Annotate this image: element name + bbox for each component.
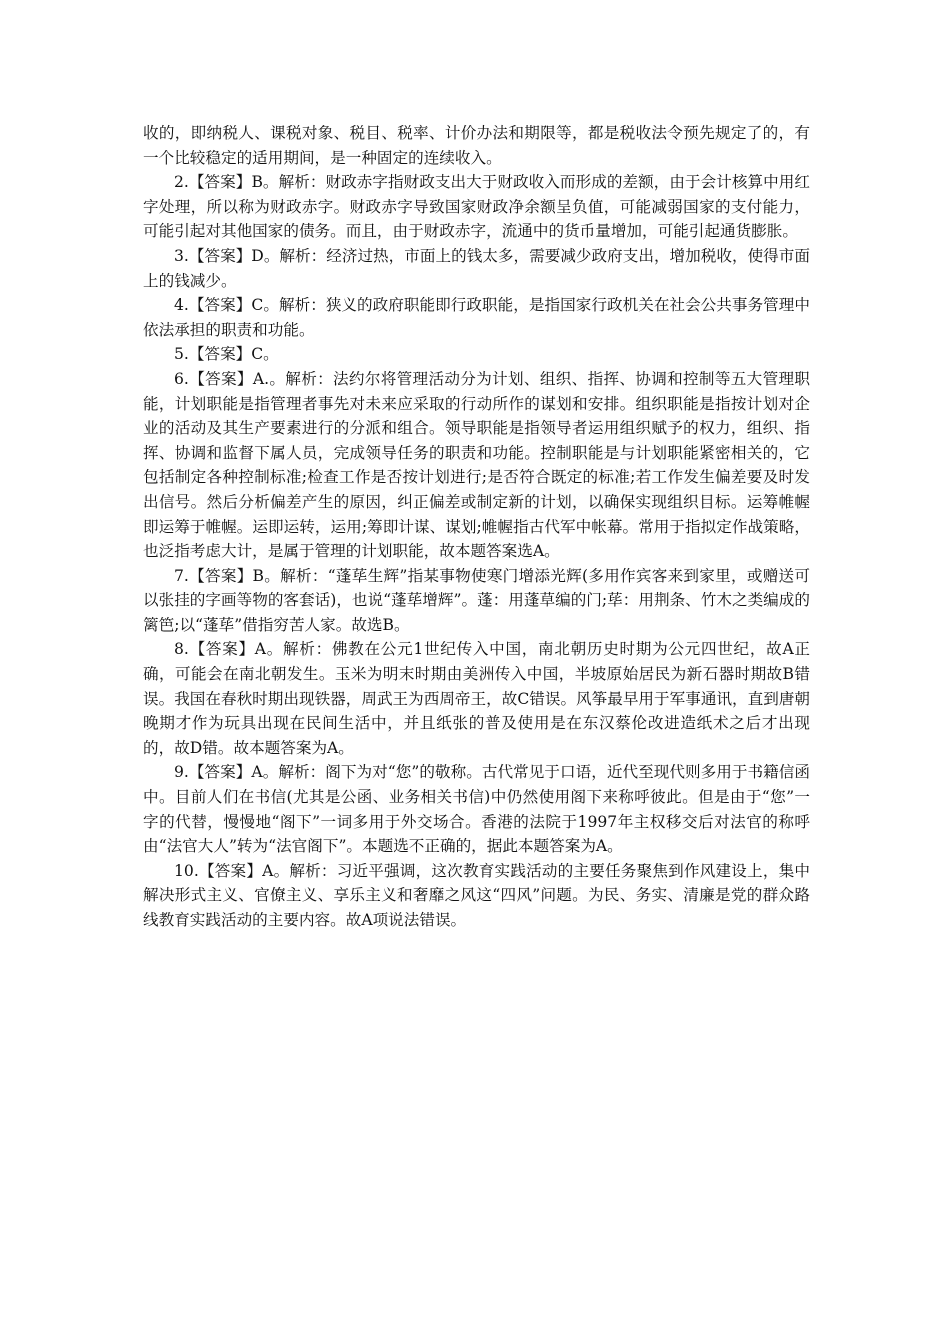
answer-7: 7.【答案】B。解析：“蓬荜生辉”指某事物使寒门增添光辉(多用作宾客来到家里，或赠送可以张挂的字画等物的客套话)，也说“蓬荜增辉”。蓬：用蓬草编的门;荜：用荆条、竹木之类编成的篱笆;以“蓬荜”借指穷苦人家。故选B。 [143, 566, 810, 634]
answer-6: 6.【答案】A.。解析：法约尔将管理活动分为计划、组织、指挥、协调和控制等五大管理职能，计划职能是指管理者事先对未来应采取的行动所作的谋划和安排。组织职能是指按计划对企业的活动及其生产要素进行的分派和组合。领导职能是指领导者运用组织赋予的权力，组织、指挥、协调和监督下属人员，完成领导任务的职责和功能。控制职能是与计划职能紧密相关的，它包括制定各种控制标准;检查工作是否按计划进行;是否符合既定的标准;若工作发生偏差要及时发出信号。然后分析偏差产生的原因，纠正偏差或制定新的计划，以确保实现组织目标。运筹帷幄即运筹于帷幄。运即运转，运用;筹即计谋、谋划;帷幄指古代军中帐幕。常用于指拟定作战策略，也泛指考虑大计，是属于管理的计划职能，故本题答案选A。 [143, 369, 810, 561]
answer-5: 5.【答案】C。 [174, 345, 279, 364]
answer-10: 10.【答案】A。解析：习近平强调，这次教育实践活动的主要任务聚焦到作风建设上，集中解决形式主义、官僚主义、享乐主义和奢靡之风这“四风”问题。为民、务实、清廉是党的群众路线教育实践活动的主要内容。故A项说法错误。 [143, 861, 810, 929]
paragraph-continued: 收的，即纳税人、课税对象、税目、税率、计价办法和期限等，都是税收法令预先规定了的，有一个比较稳定的适用期间，是一种固定的连续收入。 [143, 124, 810, 167]
answer-9: 9.【答案】A。解析：阁下为对“您”的敬称。古代常见于口语，近代至现代则多用于书籍信函中。目前人们在书信(尤其是公函、业务相关书信)中仍然使用阁下来称呼彼此。但是由于“您”一字的代替，慢慢地“阁下”一词多用于外交场合。香港的法院于1997年主权移交后对法官的称呼由“法官大人”转为“法官阁下”。本题选不正确的，据此本题答案为A。 [143, 763, 810, 856]
answer-3: 3.【答案】D。解析：经济过热，市面上的钱太多，需要减少政府支出，增加税收，使得市面上的钱减少。 [143, 246, 810, 290]
answer-4: 4.【答案】C。解析：狭义的政府职能即行政职能，是指国家行政机关在社会公共事务管理中依法承担的职责和功能。 [143, 296, 810, 339]
answer-8: 8.【答案】A。解析：佛教在公元1世纪传入中国，南北朝历史时期为公元四世纪，故A正确，可能会在南北朝发生。玉米为明末时期由美洲传入中国，半坡原始居民为新石器时期故B错误。我国在春秋时期出现铁器，周武王为西周帝王，故C错误。风筝最早用于军事通讯，直到唐朝晚期才作为玩具出现在民间生活中，并且纸张的普及使用是在东汉蔡伦改进造纸术之后才出现的，故D错。故本题答案为A。 [143, 640, 810, 757]
answer-2: 2.【答案】B。解析：财政赤字指财政支出大于财政收入而形成的差额，由于会计核算中用红字处理，所以称为财政赤字。财政赤字导致国家财政净余额呈负值，可能减弱国家的支付能力，可能引起对其他国家的债务。而且，由于财政赤字，流通中的货币量增加，可能引起通货膨胀。 [143, 173, 810, 241]
answer-explanations [143, 121, 810, 933]
